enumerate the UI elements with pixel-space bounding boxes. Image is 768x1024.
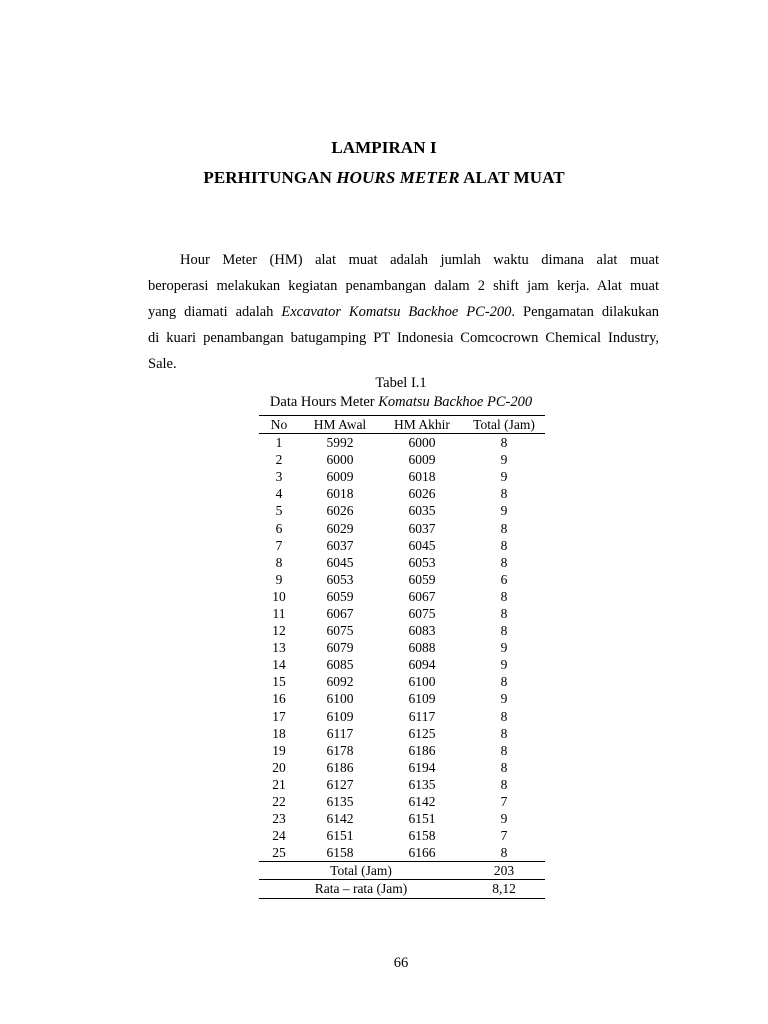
- cell-no: 8: [275, 554, 283, 570]
- cell-hm-akhir: 6053: [408, 554, 436, 570]
- cell-total: 8: [500, 725, 508, 741]
- cell-no: 23: [272, 811, 286, 827]
- cell-hm-awal: 6018: [326, 486, 354, 502]
- cell-hm-akhir: 6100: [408, 674, 436, 690]
- cell-hm-akhir: 6018: [408, 469, 436, 485]
- subtitle-italic: HOURS METER: [336, 168, 460, 187]
- cell-no: 2: [275, 452, 283, 468]
- cell-no: 10: [272, 588, 286, 604]
- cell-no: 22: [272, 794, 286, 810]
- cell-hm-awal: 6029: [326, 520, 354, 536]
- paragraph-line-1: Hour Meter (HM) alat muat adalah jumlah waktu dimana alat muat: [180, 252, 659, 268]
- cell-total: 9: [500, 811, 508, 827]
- paragraph-line-3: [148, 299, 659, 325]
- cell-hm-akhir: 6045: [408, 537, 436, 553]
- table-row: [259, 588, 545, 605]
- header-no: No: [259, 416, 299, 434]
- cell-total: 9: [500, 452, 508, 468]
- header-total: Total (Jam): [463, 416, 545, 434]
- table-row: [259, 554, 545, 571]
- appendix-title: LAMPIRAN I: [331, 138, 437, 157]
- table-row: [259, 742, 545, 759]
- cell-hm-awal: 6100: [326, 691, 354, 707]
- average-label: Rata – rata (Jam): [259, 880, 463, 898]
- cell-no: 4: [275, 486, 283, 502]
- cell-hm-awal: 6075: [326, 623, 354, 639]
- cell-no: 25: [272, 845, 286, 861]
- cell-hm-awal: 6109: [326, 708, 354, 724]
- cell-hm-akhir: 6094: [408, 657, 436, 673]
- table-row: [259, 622, 545, 639]
- cell-hm-akhir: 6059: [408, 571, 436, 587]
- cell-no: 11: [272, 605, 286, 621]
- cell-hm-awal: 6059: [326, 588, 354, 604]
- cell-hm-awal: 6158: [326, 845, 354, 861]
- cell-hm-awal: 6079: [326, 640, 354, 656]
- paragraph-line-4: di kuari penambangan batugamping PT Indonesia Comcocrown Chemical Industry,: [148, 330, 659, 346]
- table-row: [259, 656, 545, 673]
- table-row: [259, 468, 545, 485]
- cell-hm-awal: 6067: [326, 605, 354, 621]
- cell-total: 6: [500, 571, 508, 587]
- cell-total: 8: [500, 435, 508, 451]
- cell-total: 8: [500, 708, 508, 724]
- cell-hm-akhir: 6109: [408, 691, 436, 707]
- cell-hm-awal: 6085: [326, 657, 354, 673]
- table-row: [259, 690, 545, 707]
- cell-no: 7: [275, 537, 283, 553]
- table-body: [259, 434, 545, 862]
- cell-hm-akhir: 6083: [408, 623, 436, 639]
- cell-hm-awal: 6178: [326, 742, 354, 758]
- table-row: [259, 605, 545, 622]
- cell-total: 8: [500, 776, 508, 792]
- cell-hm-awal: 6026: [326, 503, 354, 519]
- cell-no: 24: [272, 828, 286, 844]
- cell-hm-akhir: 6000: [408, 435, 436, 451]
- cell-total: 7: [500, 794, 508, 810]
- cell-hm-awal: 6142: [326, 811, 354, 827]
- table-total-row: [259, 862, 545, 880]
- cell-hm-akhir: 6166: [408, 845, 436, 861]
- cell-hm-akhir: 6075: [408, 605, 436, 621]
- cell-no: 3: [275, 469, 283, 485]
- table-header-row: [259, 416, 545, 434]
- table-row: [259, 485, 545, 502]
- cell-total: 8: [500, 674, 508, 690]
- table-row: [259, 571, 545, 588]
- cell-hm-akhir: 6135: [408, 776, 436, 792]
- cell-hm-awal: 6000: [326, 452, 354, 468]
- paragraph-line-5: Sale.: [148, 356, 177, 372]
- paragraph-line-3-post: . Pengamatan dilakukan: [511, 304, 660, 320]
- caption-title-italic: Komatsu Backhoe PC-200: [378, 394, 533, 410]
- cell-hm-awal: 6045: [326, 554, 354, 570]
- cell-no: 15: [272, 674, 286, 690]
- table-row: [259, 827, 545, 844]
- paragraph-line-2: beroperasi melakukan kegiatan penambangan dalam 2 shift jam kerja. Alat muat: [148, 278, 659, 294]
- cell-total: 7: [500, 828, 508, 844]
- cell-total: 9: [500, 640, 508, 656]
- table-average-row: [259, 880, 545, 898]
- subtitle-part-1: PERHITUNGAN: [203, 168, 337, 187]
- cell-total: 9: [500, 469, 508, 485]
- cell-hm-akhir: 6009: [408, 452, 436, 468]
- table-row: [259, 451, 545, 468]
- cell-hm-akhir: 6117: [408, 708, 436, 724]
- table-row: [259, 810, 545, 827]
- cell-no: 6: [275, 520, 283, 536]
- table-row: [259, 725, 545, 742]
- cell-hm-awal: 6135: [326, 794, 354, 810]
- cell-hm-awal: 6151: [326, 828, 354, 844]
- cell-total: 8: [500, 554, 508, 570]
- paragraph-line-3-italic: Excavator Komatsu Backhoe PC-200: [281, 304, 512, 320]
- cell-hm-awal: 6127: [326, 776, 354, 792]
- cell-total: 8: [500, 605, 508, 621]
- cell-hm-akhir: 6026: [408, 486, 436, 502]
- cell-hm-awal: 6009: [326, 469, 354, 485]
- cell-total: 9: [500, 503, 508, 519]
- cell-no: 9: [275, 571, 283, 587]
- cell-no: 13: [272, 640, 286, 656]
- header-hm-awal: HM Awal: [299, 416, 381, 434]
- cell-no: 18: [272, 725, 286, 741]
- cell-hm-akhir: 6151: [408, 811, 436, 827]
- cell-no: 19: [272, 742, 286, 758]
- page-number: 66: [393, 955, 409, 971]
- header-hm-akhir: HM Akhir: [381, 416, 463, 434]
- table-row: [259, 639, 545, 656]
- total-label: Total (Jam): [259, 862, 463, 880]
- table-row: [259, 793, 545, 810]
- cell-total: 8: [500, 486, 508, 502]
- table-caption-number: Tabel I.1: [375, 375, 427, 391]
- total-value: 203: [463, 862, 545, 880]
- table-row: [259, 537, 545, 554]
- cell-total: 9: [500, 657, 508, 673]
- cell-hm-awal: 6037: [326, 537, 354, 553]
- cell-hm-akhir: 6125: [408, 725, 436, 741]
- table-row: [259, 434, 545, 452]
- cell-no: 20: [272, 759, 286, 775]
- table-row: [259, 502, 545, 519]
- cell-hm-awal: 5992: [326, 435, 354, 451]
- cell-total: 8: [500, 537, 508, 553]
- paragraph-line-3-pre: yang diamati adalah: [148, 304, 282, 320]
- cell-hm-awal: 6117: [326, 725, 354, 741]
- cell-hm-akhir: 6088: [408, 640, 436, 656]
- intro-paragraph: [148, 247, 659, 377]
- cell-hm-akhir: 6186: [408, 742, 436, 758]
- table-row: [259, 673, 545, 690]
- cell-total: 8: [500, 742, 508, 758]
- cell-hm-akhir: 6035: [408, 503, 436, 519]
- hours-meter-table: [259, 415, 545, 899]
- cell-total: 9: [500, 691, 508, 707]
- cell-hm-akhir: 6158: [408, 828, 436, 844]
- cell-total: 8: [500, 845, 508, 861]
- cell-hm-akhir: 6037: [408, 520, 436, 536]
- cell-no: 1: [275, 435, 283, 451]
- cell-no: 16: [272, 691, 286, 707]
- cell-no: 17: [272, 708, 286, 724]
- appendix-subtitle: [0, 168, 768, 188]
- cell-hm-awal: 6092: [326, 674, 354, 690]
- cell-total: 8: [500, 588, 508, 604]
- cell-no: 5: [275, 503, 283, 519]
- table-caption-title: [0, 394, 768, 411]
- table-row: [259, 776, 545, 793]
- cell-total: 8: [500, 759, 508, 775]
- cell-no: 14: [272, 657, 286, 673]
- subtitle-part-2: ALAT MUAT: [459, 168, 565, 187]
- table-row: [259, 519, 545, 536]
- cell-hm-awal: 6186: [326, 759, 354, 775]
- caption-title-pre: Data Hours Meter: [269, 394, 379, 410]
- cell-total: 8: [500, 623, 508, 639]
- average-value: 8,12: [463, 880, 545, 898]
- table-row: [259, 844, 545, 862]
- cell-hm-akhir: 6142: [408, 794, 436, 810]
- table-row: [259, 759, 545, 776]
- table-row: [259, 708, 545, 725]
- cell-no: 12: [272, 623, 286, 639]
- cell-total: 8: [500, 520, 508, 536]
- cell-hm-akhir: 6194: [408, 759, 436, 775]
- cell-hm-akhir: 6067: [408, 588, 436, 604]
- cell-no: 21: [272, 776, 286, 792]
- cell-hm-awal: 6053: [326, 571, 354, 587]
